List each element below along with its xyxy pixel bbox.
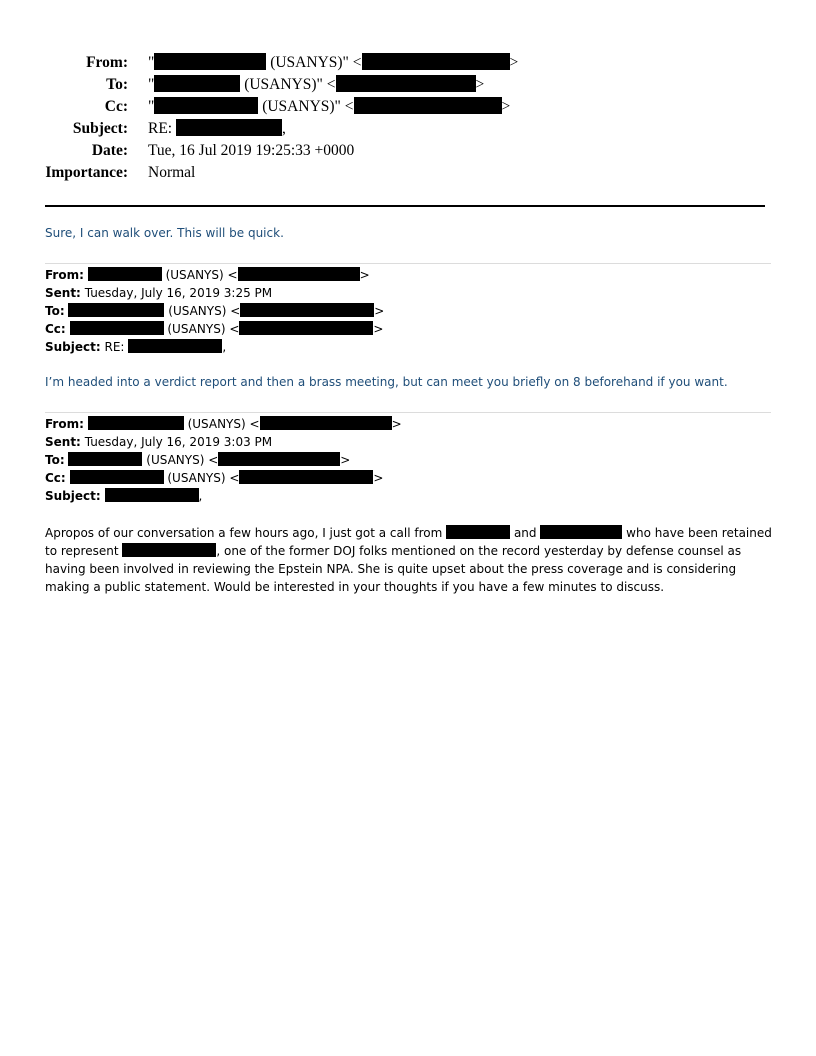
header-importance-value: Normal: [148, 164, 196, 181]
msg3-body: Apropos of our conversation a few hours ago, I just got a call from and who have been retained to represent , one of the former DOJ folks mentioned on the record yesterday by defense counsel as having been involved in reviewing the Epstein NPA. She is quite upset about the press coverage and is considering making a public statement. Would be interested in your thoughts if you have a few minutes to discuss.: [45, 526, 772, 594]
redaction-block: [105, 488, 199, 502]
msg3-from-row: From: (USANYS) < >: [45, 417, 402, 431]
redaction-block: [154, 97, 258, 114]
redaction-block: [68, 452, 142, 466]
header-cc-row: Cc: " (USANYS)" < >: [0, 96, 800, 118]
header-from-value: (USANYS)": [270, 54, 349, 71]
redaction-block: [88, 267, 162, 281]
header-to-value: (USANYS)": [244, 76, 323, 93]
header-date-value: Tue, 16 Jul 2019 19:25:33 +0000: [148, 142, 355, 159]
message-3-headers: [45, 415, 771, 505]
header-importance-row: [0, 162, 800, 184]
msg2-sent-value: Tuesday, July 16, 2019 3:25 PM: [84, 286, 273, 300]
header-date-label: Date:: [91, 142, 128, 159]
redaction-block: [239, 321, 373, 335]
redaction-block: [239, 470, 373, 484]
msg3-sent-value: Tuesday, July 16, 2019 3:03 PM: [84, 435, 273, 449]
header-subject-prefix: RE:: [148, 120, 173, 137]
redaction-block: [70, 321, 164, 335]
redaction-block: [354, 97, 502, 114]
redaction-block: [68, 303, 164, 317]
header-cc-value: (USANYS)": [262, 98, 341, 115]
msg3-sent-row: Sent: Tuesday, July 16, 2019 3:03 PM: [45, 435, 273, 449]
message-2-headers: [45, 266, 771, 356]
header-divider: [45, 205, 765, 207]
msg2-subject-row: Subject: RE: ,: [45, 340, 227, 354]
msg3-subject-row: Subject: ,: [45, 489, 203, 503]
redaction-block: [336, 75, 476, 92]
redaction-block: [218, 452, 340, 466]
redaction-block: [362, 53, 510, 70]
header-cc-label: Cc:: [104, 98, 128, 115]
msg3-to-row: To: (USANYS) < >: [45, 453, 351, 467]
msg3-cc-row: Cc: (USANYS) < >: [45, 471, 384, 485]
header-from-label: From:: [86, 54, 128, 71]
redaction-block: [122, 543, 216, 557]
redaction-block: [88, 416, 184, 430]
redaction-block: [154, 75, 240, 92]
header-subject-row: Subject: RE: ,: [0, 118, 800, 140]
header-subject-label: Subject:: [72, 120, 128, 137]
redaction-block: [240, 303, 374, 317]
msg2-cc-row: Cc: (USANYS) < >: [45, 322, 384, 336]
msg2-body: I’m headed into a verdict report and then a brass meeting, but can meet you briefly on 8 beforehand if you want.: [45, 375, 728, 389]
header-date-row: [0, 140, 800, 162]
redaction-block: [154, 53, 266, 70]
redaction-block: [260, 416, 392, 430]
redaction-block: [70, 470, 164, 484]
header-to-label: To:: [106, 76, 128, 93]
msg2-from-row: From: (USANYS) < >: [45, 268, 370, 282]
header-from-row: From: " (USANYS)" < >: [0, 52, 800, 74]
redaction-block: [238, 267, 360, 281]
message-divider: [45, 263, 771, 264]
message-divider: [45, 412, 771, 413]
reply-top-text: Sure, I can walk over. This will be quick.: [45, 226, 284, 240]
redaction-block: [540, 525, 622, 539]
redaction-block: [128, 339, 222, 353]
msg2-to-row: To: (USANYS) < >: [45, 304, 385, 318]
header-importance-label: Importance:: [45, 164, 128, 181]
header-to-row: To: " (USANYS)" < >: [0, 74, 800, 96]
redaction-block: [446, 525, 510, 539]
redaction-block: [176, 119, 282, 136]
email-header: [0, 52, 800, 184]
msg2-sent-row: Sent: Tuesday, July 16, 2019 3:25 PM: [45, 286, 273, 300]
